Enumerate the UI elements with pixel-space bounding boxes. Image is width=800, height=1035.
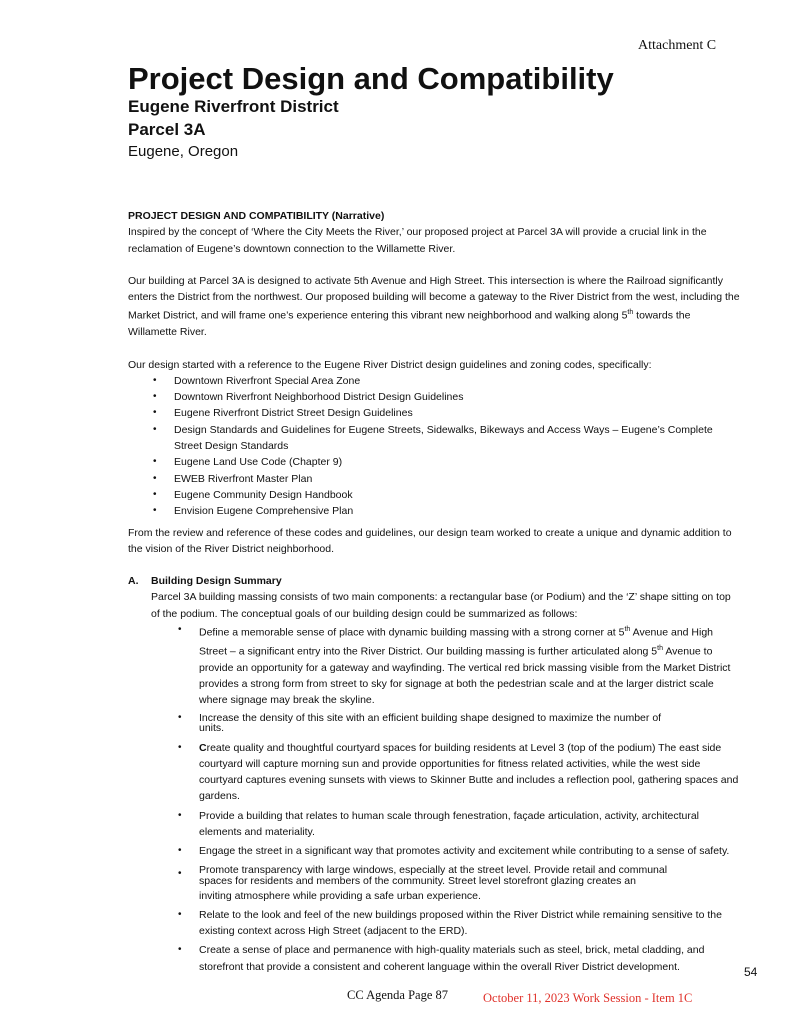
gateway-text-a: Our building at Parcel 3A is designed to activate 5th Avenue and High Street. This intersection is where the Railroad significantly enters the District from the northwest. Our proposed building will become a gateway to the River District from the west, including the Market District, and will frame one’s experience entering this vibrant new neighborhood and walking along 5 — [128, 274, 740, 322]
section-a-letter: A. — [128, 575, 139, 588]
references-intro: Our design started with a reference to the Eugene River District design guidelines and zoning codes, specifically: — [128, 358, 652, 371]
goal-6-line-1: • Promote transparency with large windows, especially at the street level. Provide retail and communal — [199, 863, 668, 876]
list-item: • Provide a building that relates to human scale through fenestration, façade articulation, activity, architectural elements and materiality. — [199, 808, 740, 841]
goal-1-sup-a: th — [624, 626, 631, 634]
goal-3-text: reate quality and thoughtful courtyard spaces for building residents at Level 3 (top of the podium) The east side courtyard will capture morning sun and provide opportunities for fitness related activities, while the west side courtyard captures evening sunsets with views to Skinner Butte and includes a reflection pool, gathering spaces and gardens. — [199, 741, 739, 803]
section-a-heading — [128, 573, 740, 589]
list-item: • Relate to the look and feel of the new buildings proposed within the River District while remaining sensitive to the existing context across High Street (adjacent to the ERD). — [199, 907, 740, 940]
parcel-subtitle: Parcel 3A — [128, 120, 206, 139]
goal-1-sup-b: th — [657, 644, 663, 652]
references-list — [128, 373, 740, 520]
list-item: • Eugene Community Design Handbook — [174, 487, 740, 503]
narrative-heading: PROJECT DESIGN AND COMPATIBILITY (Narrative) — [128, 210, 385, 222]
list-item: • Engage the street in a significant way that promotes activity and excitement while contributing to a sense of safety. — [199, 843, 740, 859]
section-a-summary: Parcel 3A building massing consists of two main components: a rectangular base (or Podium) and the ‘Z’ shape sitting on top of the podium. The conceptual goals of our building design could be summarized as follows: — [151, 591, 731, 620]
list-item: • Downtown Riverfront Special Area Zone — [174, 373, 740, 389]
location-text: Eugene, Oregon — [128, 143, 239, 160]
list-item — [199, 740, 740, 805]
list-item: • Downtown Riverfront Neighborhood District Design Guidelines — [174, 389, 740, 405]
goal-6-line-2: spaces for residents and members of the community. Street level storefront glazing creates an — [199, 874, 636, 887]
goal-1-text-a: Define a memorable sense of place with dynamic building massing with a strong corner at 5 — [199, 626, 625, 639]
review-paragraph: From the review and reference of these codes and guidelines, our design team worked to create a unique and dynamic addition to the vision of the River District neighborhood. — [128, 526, 732, 555]
list-item — [199, 712, 740, 732]
gateway-sup: th — [627, 309, 634, 317]
list-item — [199, 863, 740, 904]
goal-1-text-b: Avenue and High Street – a significant entry into the River District. Our building massing is further articulated along 5 — [199, 626, 714, 658]
goal-2-line-1: • Increase the density of this site with an efficient building shape designed to maximize the number of — [199, 711, 662, 724]
gateway-paragraph — [128, 273, 740, 341]
list-item: • Envision Eugene Comprehensive Plan — [174, 503, 740, 519]
intro-paragraph: Inspired by the concept of ‘Where the City Meets the River,’ our proposed project at Parcel 3A will provide a crucial link in the reclamation of Eugene’s downtown connection to the Willamette River. — [128, 226, 707, 255]
page-number: 54 — [744, 965, 758, 979]
section-a-title: Building Design Summary — [151, 575, 282, 588]
goal-1-text-c: Avenue to provide an opportunity for a gateway and wayfinding. The vertical red brick massing visible from the Market District provides a strong form from street to sky for signage at both the pedestrian scale and at the larger district scale where signage may break the skyline. — [199, 645, 731, 707]
attachment-label: Attachment C — [638, 38, 717, 53]
goal-3-first-letter: C — [199, 741, 207, 754]
goal-2-line-2: units. — [199, 721, 225, 734]
list-item: • Eugene Riverfront District Street Design Guidelines — [174, 405, 740, 421]
work-session-label: October 11, 2023 Work Session - Item 1C — [483, 991, 693, 1005]
agenda-page-label: CC Agenda Page 87 — [347, 988, 449, 1002]
list-item: • Design Standards and Guidelines for Eugene Streets, Sidewalks, Bikeways and Access Ways – Eugene’s Complete Street Design Standards — [174, 422, 740, 455]
narrative-body — [128, 208, 740, 978]
gateway-text-b: towards the Willamette River. — [128, 309, 691, 339]
list-item — [199, 622, 740, 708]
list-item: • Create a sense of place and permanence with high-quality materials such as steel, brick, metal cladding, and storefront that provide a consistent and coherent language within the overall River District development. — [199, 942, 740, 975]
goal-6-text: inviting atmosphere while providing a safe urban experience. — [199, 889, 481, 902]
page-title: Project Design and Compatibility — [128, 61, 614, 96]
list-item: • Eugene Land Use Code (Chapter 9) — [174, 454, 740, 470]
district-subtitle: Eugene Riverfront District — [128, 97, 339, 116]
design-goals-list — [128, 622, 740, 975]
list-item: • EWEB Riverfront Master Plan — [174, 471, 740, 487]
